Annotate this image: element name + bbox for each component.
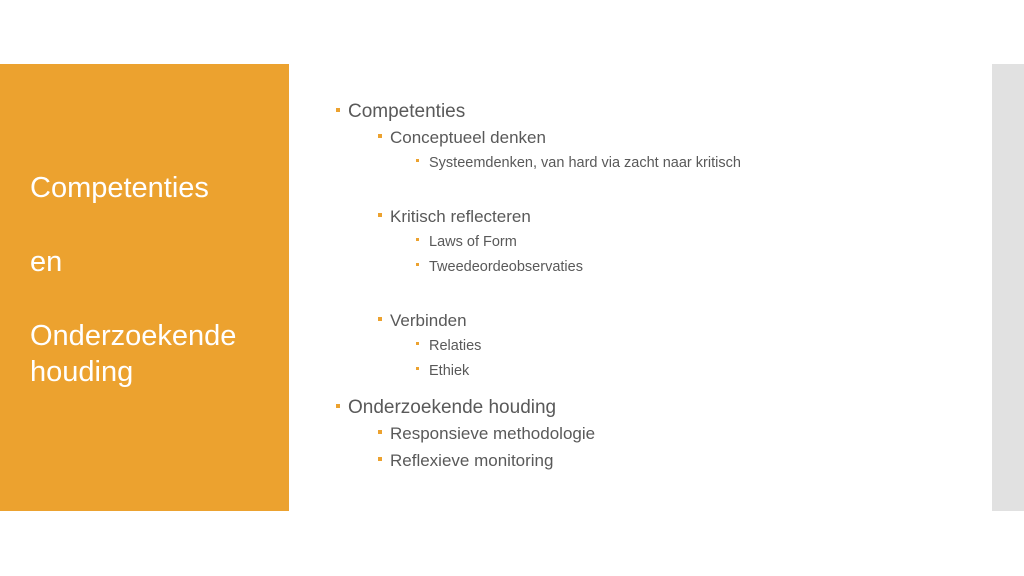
bullet-text: Verbinden xyxy=(390,311,467,330)
bullet-text: Reflexieve monitoring xyxy=(390,451,554,470)
bullet-text: Conceptueel denken xyxy=(390,128,546,147)
bullet-verbinden xyxy=(390,311,467,331)
bullet-onderzoekende-houding xyxy=(348,397,556,419)
title-line-houding: houding xyxy=(30,356,134,388)
bullet-text: Systeemdenken, van hard via zacht naar kritisch xyxy=(429,155,741,171)
bullet-dot-icon xyxy=(378,430,382,434)
bullet-dot-icon xyxy=(378,317,382,321)
bullet-ethiek xyxy=(429,363,469,379)
bullet-dot-icon xyxy=(336,404,340,408)
bullet-conceptueel-denken xyxy=(390,128,546,148)
bullet-dot-icon xyxy=(416,263,419,266)
bullet-dot-icon xyxy=(378,213,382,217)
bullet-dot-icon xyxy=(336,108,340,112)
bullet-dot-icon xyxy=(378,134,382,138)
bullet-reflexieve-monitoring xyxy=(390,451,553,471)
bullet-text: Responsieve methodologie xyxy=(390,424,596,443)
bullet-kritisch-reflecteren xyxy=(390,207,531,227)
title-line-competenties: Competenties xyxy=(30,172,209,204)
bullet-text: Competenties xyxy=(348,101,466,122)
bullet-text: Kritisch reflecteren xyxy=(390,207,531,226)
bullet-systeemdenken xyxy=(429,155,741,171)
bullet-responsieve-methodologie xyxy=(390,424,595,444)
bullet-dot-icon xyxy=(416,238,419,241)
bullet-dot-icon xyxy=(416,159,419,162)
bullet-tweedeordeobservaties xyxy=(429,259,583,275)
bullet-dot-icon xyxy=(416,342,419,345)
bullet-text: Relaties xyxy=(429,338,482,354)
bullet-dot-icon xyxy=(378,457,382,461)
bullet-competenties xyxy=(348,101,465,123)
bullet-text: Onderzoekende houding xyxy=(348,397,557,418)
bullet-relaties xyxy=(429,338,481,354)
bullet-text: Laws of Form xyxy=(429,234,517,250)
bullet-laws-of-form xyxy=(429,234,517,250)
bullet-dot-icon xyxy=(416,367,419,370)
title-line-onderzoekende: Onderzoekende xyxy=(30,320,237,352)
bullet-text: Tweedeordeobservaties xyxy=(429,259,583,275)
bullet-text: Ethiek xyxy=(429,363,470,379)
title-line-en: en xyxy=(30,246,63,278)
